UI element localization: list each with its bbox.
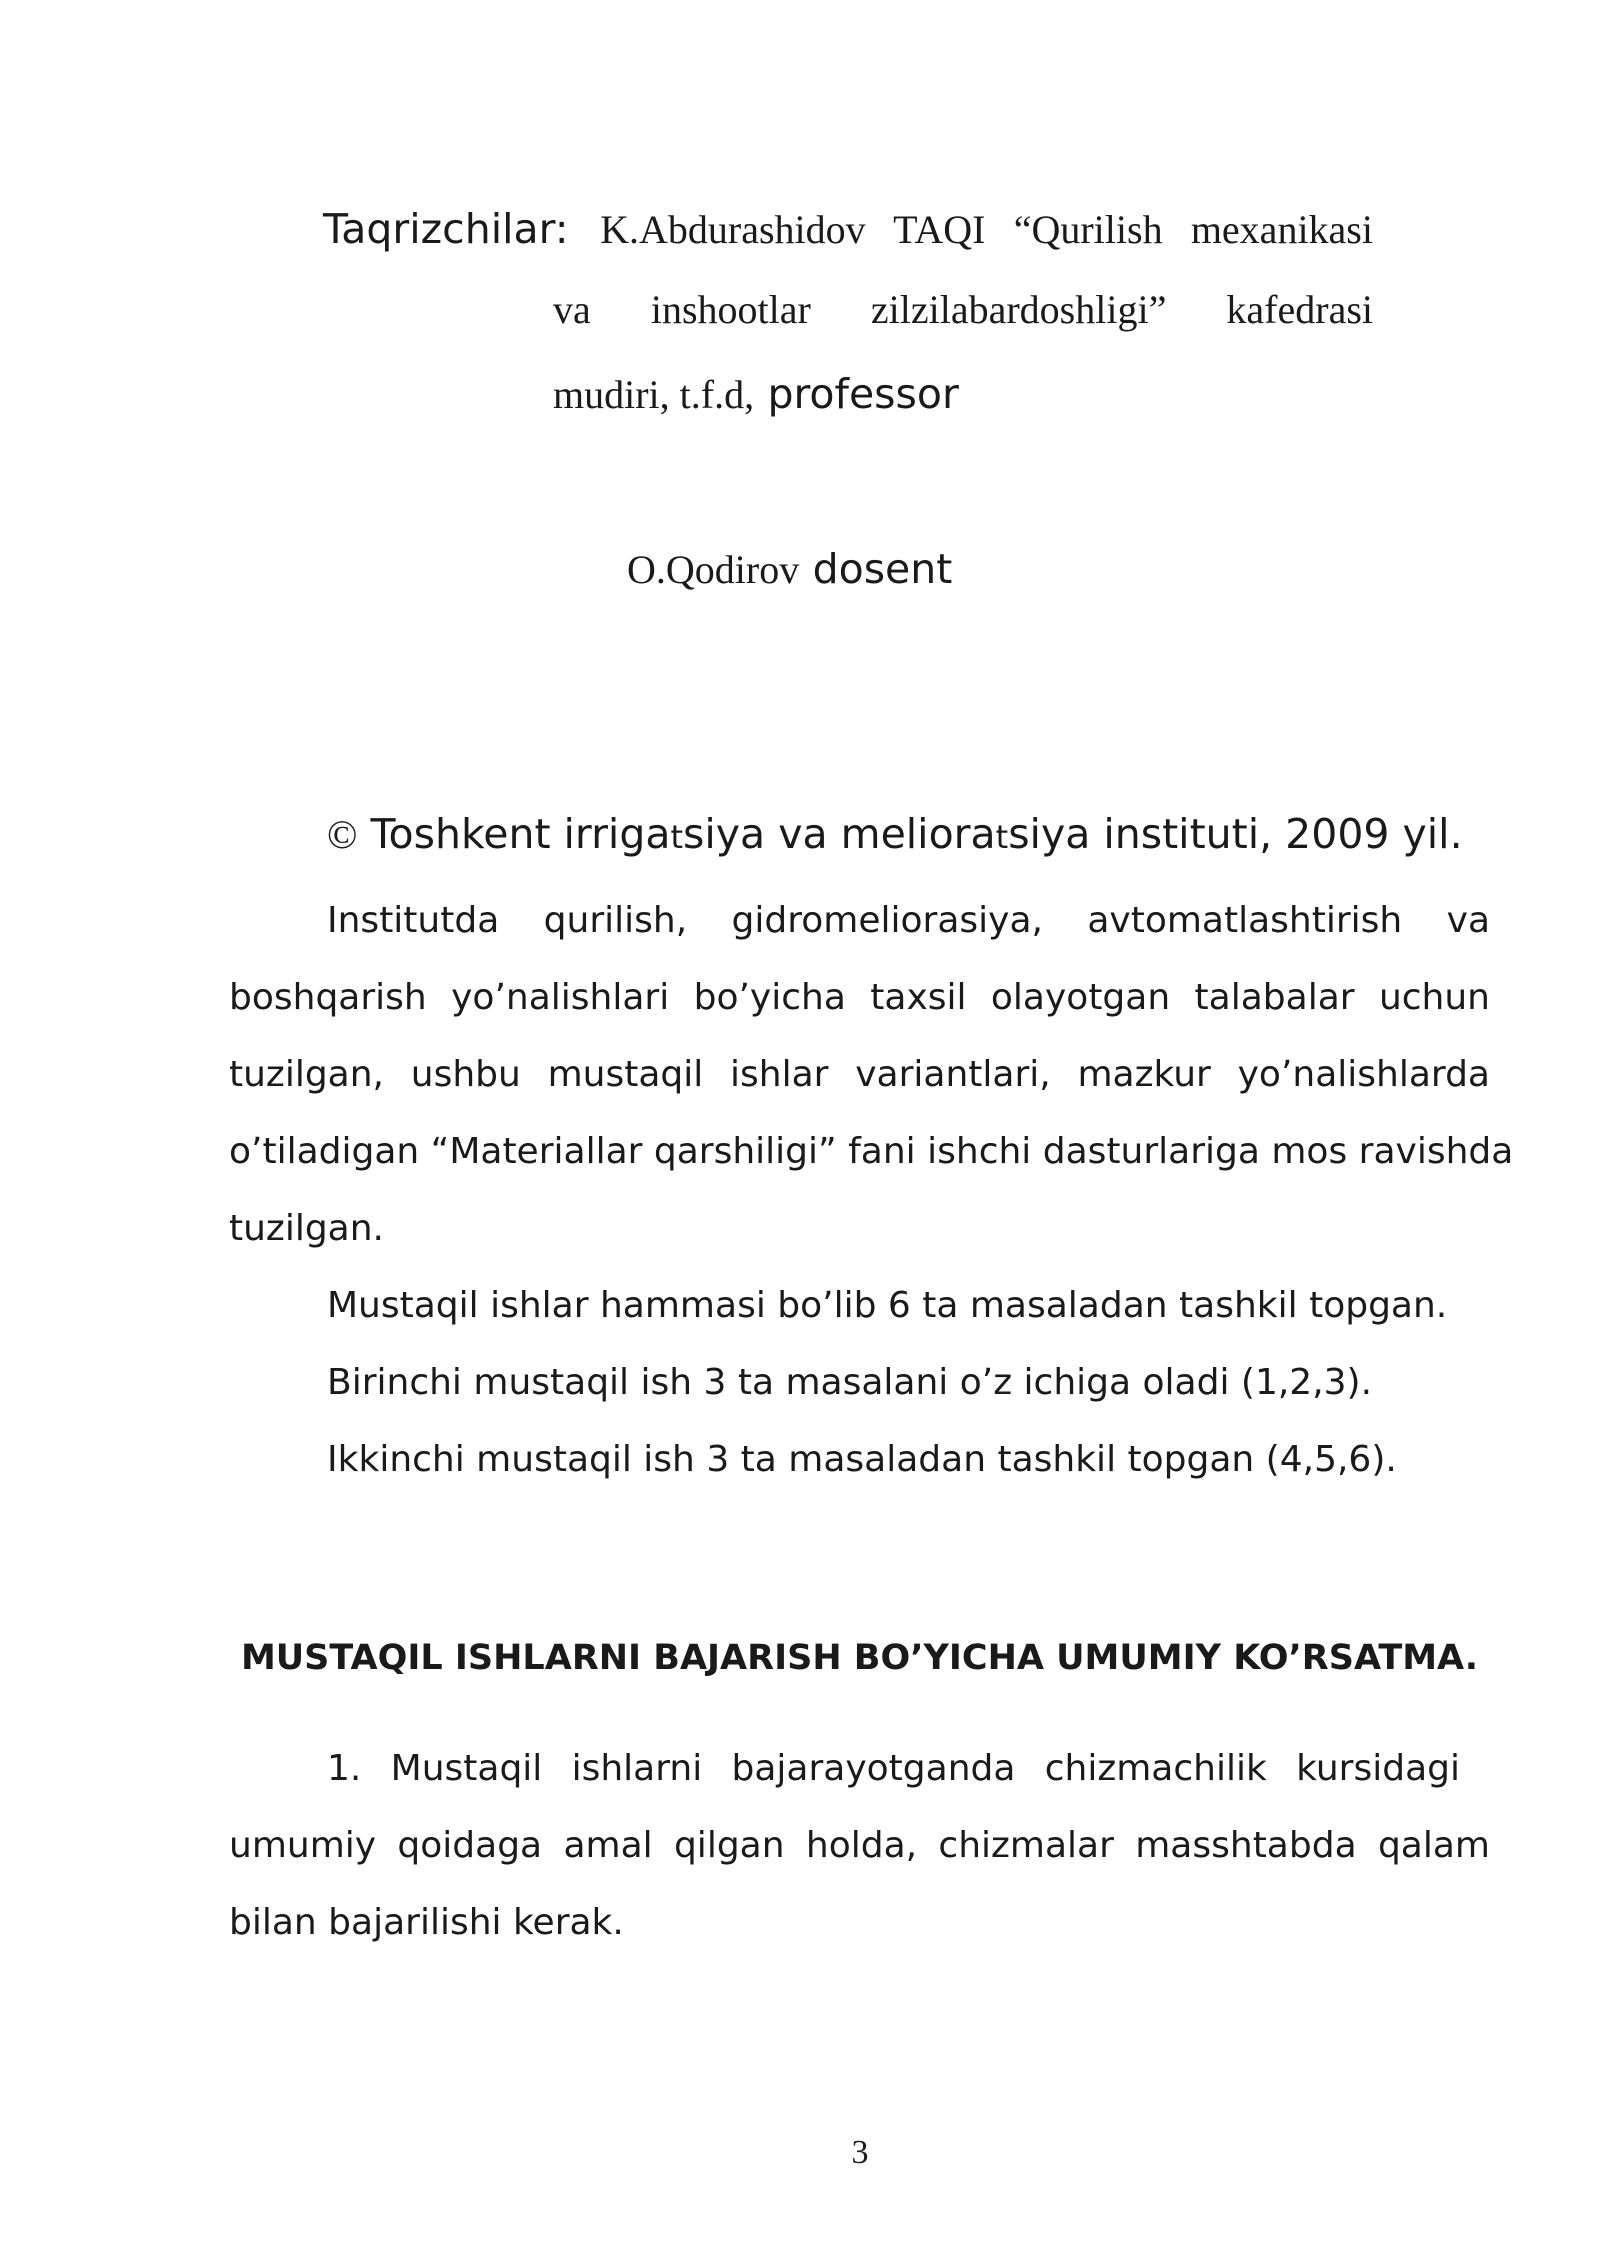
reviewer-1-line-3 [553,370,959,418]
intro-line-5: tuzilgan. [229,1208,385,1249]
reviewer-1-title: professor [767,370,959,418]
copyright-text-t1: t [670,818,684,856]
copyright-icon: © [327,812,358,857]
reviewer-1-line-1: K.Abdurashidov TAQI “Qurilish mexanikasi [600,207,1373,252]
intro-line-1: Institutda qurilish, gidromeliorasiya, avtomatlashtirish va [327,900,1490,941]
intro-line-2: boshqarish yo’nalishlari bo’yicha taxsil olayotgan talabalar uchun [229,977,1490,1018]
copyright-text-3: siya instituti, 2009 yil. [1008,810,1463,858]
instruction-1-line-2: umumiy qoidaga amal qilgan holda, chizmalar masshtabda qalam [229,1825,1490,1866]
reviewer-2-line [627,545,953,593]
reviewers-line-1 [323,205,1373,253]
reviewers-label: Taqrizchilar: [323,205,569,253]
summary-line-2: Birinchi mustaqil ish 3 ta masalani o’z ichiga oladi (1,2,3). [327,1362,1373,1403]
reviewer-1-line-2: va inshootlar zilzilabardoshligi” kafedrasi [553,287,1373,332]
page-number: 3 [851,2134,869,2171]
copyright-text-t2: t [995,818,1009,856]
copyright-line [327,810,1463,858]
reviewer-2-name: O.Qodirov [627,547,800,592]
section-heading: MUSTAQIL ISHLARNI BAJARISH BO’YICHA UMUMIY KO’RSATMA. [240,1638,1479,1678]
instruction-1-line-3: bilan bajarilishi kerak. [229,1902,624,1943]
summary-line-3: Ikkinchi mustaqil ish 3 ta masaladan tashkil topgan (4,5,6). [327,1439,1397,1480]
intro-line-3: tuzilgan, ushbu mustaqil ishlar variantlari, mazkur yo’nalishlarda [229,1054,1490,1095]
copyright-text-1: Toshkent irriga [370,810,671,858]
intro-line-4: o’tiladigan “Materiallar qarshiligi” fani ishchi dasturlariga mos ravishda [229,1131,1514,1172]
instruction-1-line-1: 1. Mustaqil ishlarni bajarayotganda chizmachilik kursidagi [327,1748,1460,1789]
reviewer-1-degree: mudiri, t.f.d, [553,372,755,417]
copyright-text-2: siya va meliora [683,810,996,858]
reviewer-2-title: dosent [812,545,953,593]
summary-line-1: Mustaqil ishlar hammasi bo’lib 6 ta masaladan tashkil topgan. [327,1285,1448,1326]
